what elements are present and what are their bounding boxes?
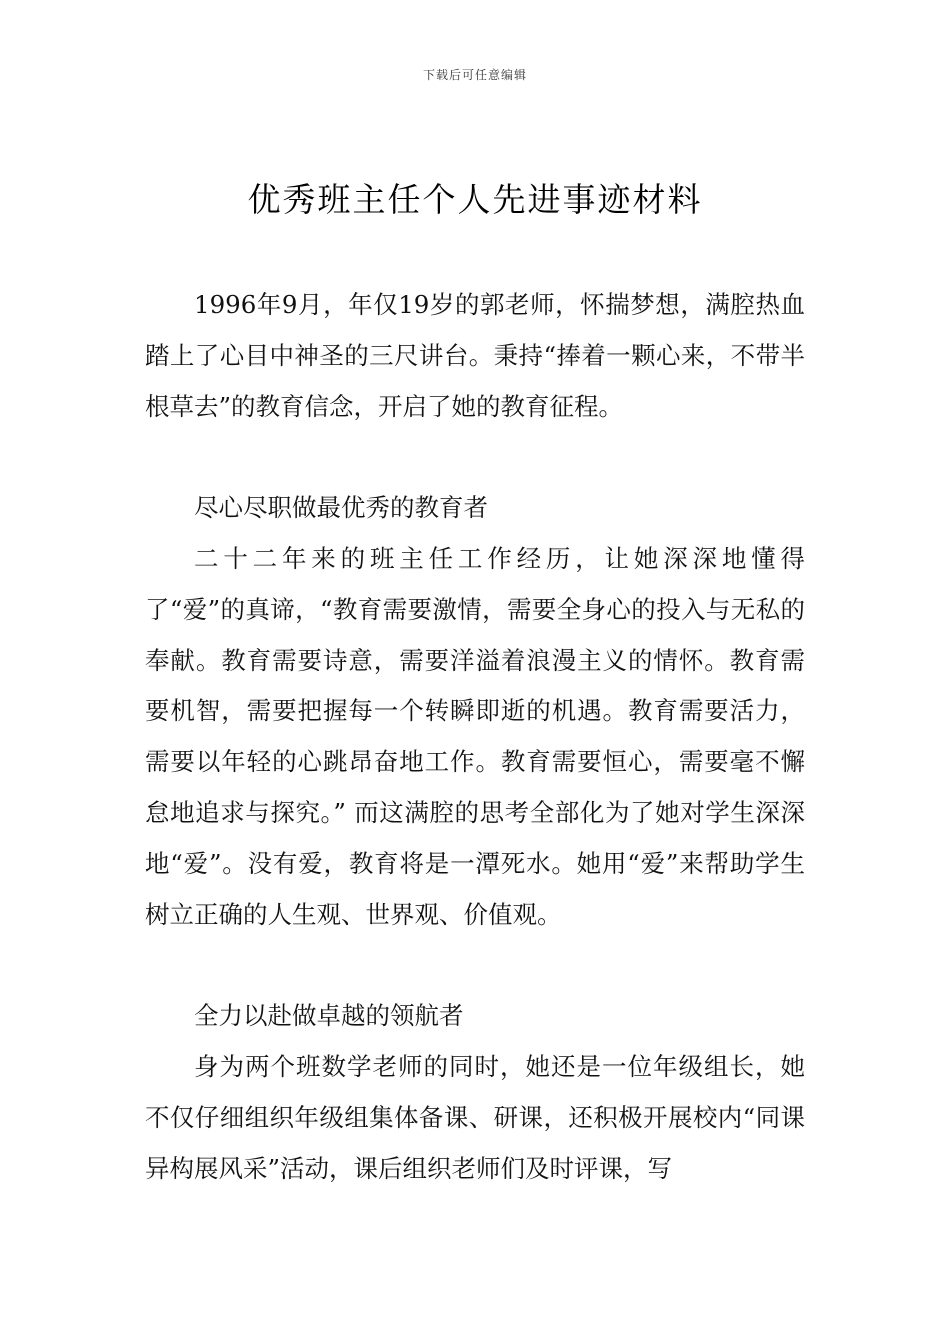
paragraph-gap bbox=[145, 432, 805, 483]
page-header-note: 下载后可任意编辑 bbox=[422, 68, 527, 82]
intro-paragraph: 1996年9月，年仅19岁的郭老师，怀揣梦想，满腔热血踏上了心目中神圣的三尺讲台。秉持“捧着一颗心来，不带半根草去”的教育信念，开启了她的教育征程。 bbox=[145, 290, 805, 421]
document-title: 优秀班主任个人先进事迹材料 bbox=[247, 180, 703, 219]
section-heading-1: 尽心尽职做最优秀的教育者 bbox=[194, 493, 488, 523]
section-body-1: 二十二年来的班主任工作经历，让她深深地懂得了“爱”的真谛，“教育需要激情，需要全身心的投入与无私的奉献。教育需要诗意，需要洋溢着浪漫主义的情怀。教育需要机智，需要把握每一个转瞬即逝的机遇。教育需要活力，需要以年轻的心跳昂奋地工作。教育需要恒心，需要毫不懈怠地追求与探究。” 而这满腔的思考全部化为了她对学生深深地“爱”。没有爱，教育将是一潭死水。她用“爱”来帮助学生树立正确的人生观、世界观、价值观。 bbox=[145, 543, 805, 929]
section-heading-2: 全力以赴做卓越的领航者 bbox=[194, 1001, 464, 1031]
section-body-2: 身为两个班数学老师的同时，她还是一位年级组长，她不仅仔细组织年级组集体备课、研课，还积极开展校内“同课异构展风采”活动，课后组织老师们及时评课，写 bbox=[145, 1051, 805, 1183]
paragraph-gap bbox=[145, 940, 805, 991]
document-body bbox=[145, 280, 805, 1194]
